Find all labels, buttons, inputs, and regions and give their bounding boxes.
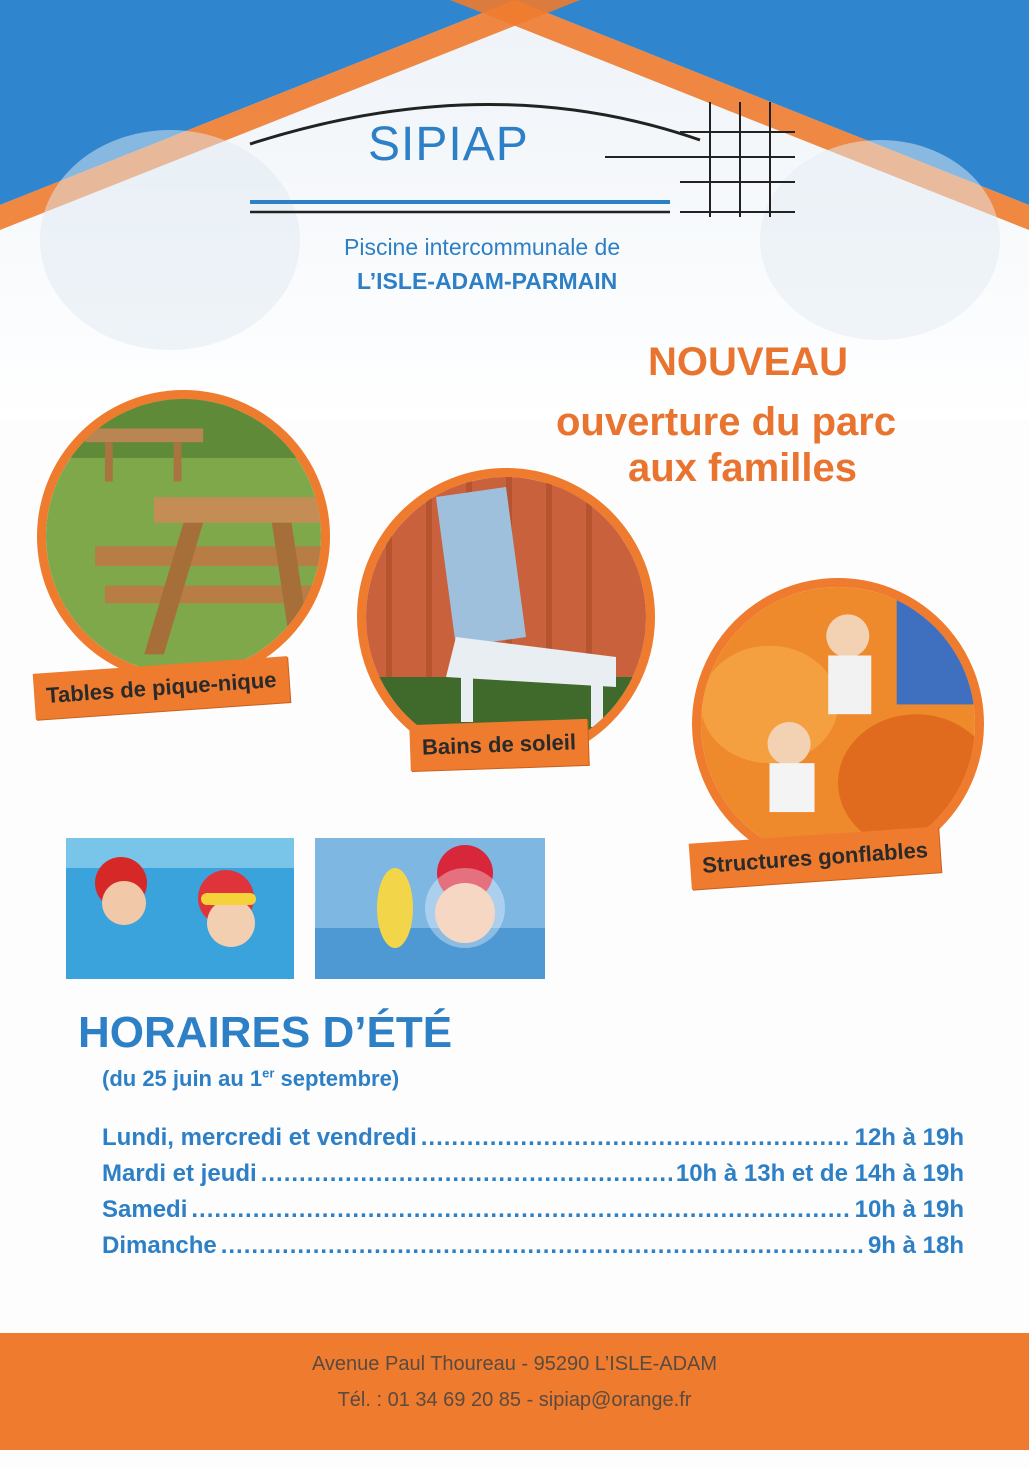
schedule-time: 9h à 18h xyxy=(867,1232,964,1259)
schedule-day: Dimanche xyxy=(102,1232,217,1259)
dot-leader xyxy=(221,1232,864,1260)
picnic-table-photo xyxy=(37,390,330,683)
hours-period-suffix: septembre) xyxy=(274,1066,400,1091)
schedule-time: 12h à 19h xyxy=(854,1124,964,1151)
pool-splash-photo xyxy=(315,838,545,979)
schedule-row xyxy=(102,1196,964,1230)
pool-swimming-photo xyxy=(66,838,294,979)
schedule-day: Mardi et jeudi xyxy=(102,1160,257,1187)
schedule-row xyxy=(102,1232,964,1266)
hours-period-sup: er xyxy=(262,1065,275,1081)
schedule-row xyxy=(102,1160,964,1194)
subtitle-line2: L’ISLE-ADAM-PARMAIN xyxy=(357,268,618,294)
logo-name: SIPIAP xyxy=(368,118,529,171)
schedule-time: 10h à 13h et de 14h à 19h xyxy=(675,1160,964,1187)
headline-line3: aux familles xyxy=(628,446,858,490)
headline-nouveau: NOUVEAU xyxy=(648,340,849,384)
hours-title: HORAIRES D’ÉTÉ xyxy=(78,1008,453,1057)
dot-leader xyxy=(191,1196,850,1224)
schedule-time: 10h à 19h xyxy=(854,1196,964,1223)
footer-address: Avenue Paul Thoureau - 95290 L’ISLE-ADAM xyxy=(311,1353,718,1375)
tag-picnic-tables: Tables de pique-nique xyxy=(33,656,290,720)
schedule-row xyxy=(102,1124,964,1158)
headline-line2: ouverture du parc xyxy=(556,400,897,444)
schedule-day: Samedi xyxy=(102,1196,188,1223)
subtitle-line1: Piscine intercommunale de xyxy=(344,234,621,260)
dot-leader xyxy=(421,1124,851,1152)
tag-sunbathing: Bains de soleil xyxy=(409,719,589,771)
footer-contact: Tél. : 01 34 69 20 85 - sipiap@orange.fr xyxy=(337,1389,692,1411)
inflatable-structures-photo xyxy=(692,578,984,870)
dot-leader xyxy=(261,1160,672,1188)
hours-period xyxy=(102,1066,399,1092)
schedule-day: Lundi, mercredi et vendredi xyxy=(102,1124,417,1151)
hours-period-prefix: (du 25 juin au 1 xyxy=(102,1066,263,1091)
tag-inflatables: Structures gonflables xyxy=(689,826,942,889)
